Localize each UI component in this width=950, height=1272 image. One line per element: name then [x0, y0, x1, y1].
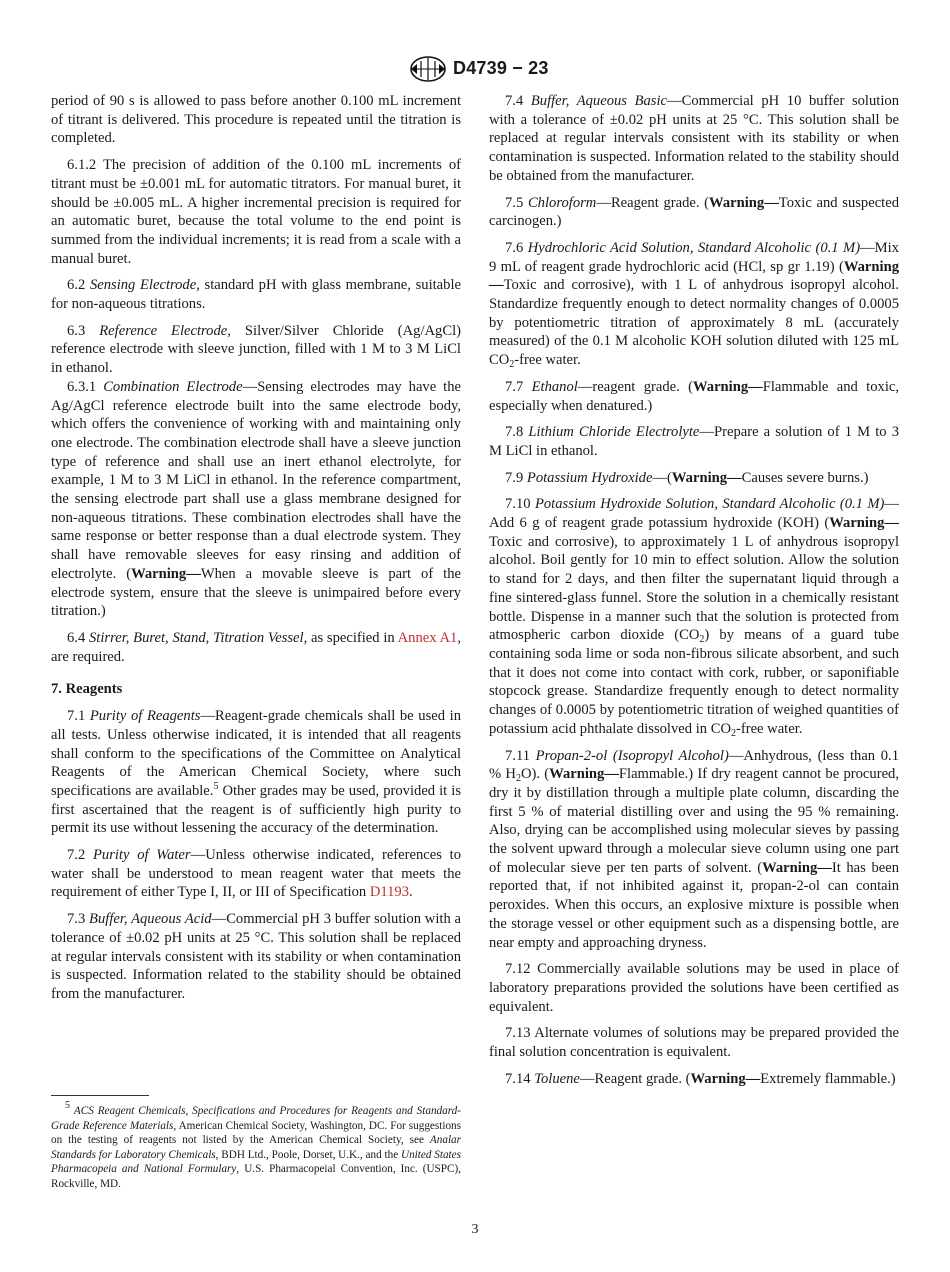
section-6-3-1 [51, 378, 461, 621]
footnote-plain-2: , BDH Ltd., Poole, Dorset, U.K., and the [215, 1148, 401, 1161]
section-title: Purity of Reagents [89, 708, 201, 725]
warning-text: Toxic and corrosive), with 1 L of anhydrous isopropyl alcohol. Standardize frequently enough to detect normality changes of 0.0005 by potentiometric titration of approximately 8 mL (accurately measured) of the 0.1 M alcoholic KOH solution diluted with 125 mL CO [489, 277, 899, 369]
warning-label: Warning— [690, 1070, 761, 1087]
section-6-2 [51, 276, 461, 313]
section-number: 6.2 [67, 277, 86, 294]
section-7-8 [489, 423, 899, 460]
section-text: —Reagent-grade chemicals shall be used in all tests. Unless otherwise indicated, it is intended that all reagents shall conform to the specifications of the Committee on Analytical Reagents of the American Chemical Society, where such specifications are available. [51, 708, 461, 799]
section-title: Potassium Hydroxide [526, 469, 653, 486]
warning-text: Toxic and corrosive), to approximately 1 L of anhydrous isopropyl alcohol. Boil gently for 10 min to effect solution. Allow the solution to stand for 2 days, and then filter the supernatant liquid through a fine sintered-glass funnel. Store the solution in a chemically resistant bottle. Dispense in a manner such that the solution is protected from atmospheric carbon dioxide (CO [489, 533, 899, 644]
section-text-b: O). ( [520, 766, 550, 783]
section-text: —Unless otherwise indicated, references to water shall be understood to mean reagent water that meets the requirement of either Type I, II, or III of Specification [51, 847, 461, 901]
footnote-plain-3: , U.S. Pharmacopeial Convention, Inc. (USPC), Rockville, MD. [51, 1163, 461, 1190]
section-text: —reagent grade. ( [577, 378, 693, 395]
section-number: 7.11 [505, 747, 530, 764]
section-7-1 [51, 707, 461, 838]
section-number: 7.7 [505, 378, 524, 395]
section-title: Lithium Chloride Electrolyte [528, 424, 700, 441]
paragraph-6-1-2: 6.1.2 The precision of addition of the 0.100 mL increments of titrant must be ±0.001 mL for automatic titrators. For manual buret, it should be ±0.005 mL. A higher incremental precision is required for an automatic buret, because the total volume to the end point is summed from the individual increments; it is read from a scale with a manual buret. [51, 157, 461, 267]
subscript: 2 [515, 773, 521, 785]
section-title: Hydrochloric Acid Solution, Standard Alcoholic (0.1 M) [527, 239, 861, 256]
footnote-5 [51, 1100, 461, 1192]
subscript: 2 [699, 634, 705, 646]
page-number: 3 [471, 1222, 479, 1237]
section-7-7 [489, 378, 899, 415]
right-column [489, 92, 899, 1096]
section-7-2 [51, 846, 461, 902]
section-title: Ethanol [531, 378, 578, 395]
warning-text: Extremely flammable.) [760, 1070, 896, 1087]
footnote-italic-2: Analar Standards for Laboratory Chemicals [51, 1134, 461, 1161]
footnote-text [51, 1100, 461, 1192]
d1193-link[interactable]: D1193 [369, 884, 410, 901]
left-column [51, 92, 461, 1012]
section-text: as specified in [307, 629, 398, 646]
section-title: Combination Electrode [103, 378, 243, 395]
section-text: —Reagent grade. ( [579, 1070, 691, 1087]
section-number: 7.9 [505, 469, 524, 486]
subscript: 2 [509, 359, 515, 371]
section-text: —Add 6 g of reagent grade potassium hydroxide (KOH) ( [489, 496, 899, 532]
section-7-10 [489, 495, 899, 738]
warning-label: Warning— [709, 194, 779, 211]
warning-label: Warning— [829, 515, 899, 532]
footnote-ref[interactable]: 5 [213, 780, 219, 792]
section-number: 7.14 [505, 1070, 531, 1087]
warning-label: Warning— [549, 766, 619, 783]
warning-label: Warning— [692, 378, 763, 395]
section-title: Reference Electrode, [99, 322, 231, 339]
warning-label: Warning— [671, 469, 742, 486]
annex-a1-link[interactable]: Annex A1 [397, 629, 458, 646]
section-number: 7.5 [505, 194, 524, 211]
section-7-4 [489, 92, 899, 186]
section-text: Silver/Silver Chloride (Ag/AgCl) reference electrode with sleeve junction, filled with 1 M to 3 M LiCl in ethanol. [51, 322, 462, 377]
section-number: 7.2 [67, 847, 86, 864]
section-text: —Sensing electrodes may have the Ag/AgCl reference electrode built into the same electrode body, which offers the convenience of working with and maintaining only one electrode. The combination electrode shall have a sleeve junction type of reference and shall use an inert ethanol electrolyte, for example, 1 M to 3 M LiCl in ethanol. In the reference compartment, the sensing electrode part shall use a glass membrane designed for non-aqueous titrations. These combination electrodes shall have the same response or better response than a dual electrode system. They shall have removable sleeves for easy rinsing and addition of electrolyte. ( [51, 378, 462, 582]
section-title: Propan-2-ol (Isopropyl Alcohol) [535, 747, 729, 764]
section-6-3 [51, 322, 461, 378]
warning-label: Warning— [762, 859, 832, 876]
warning-text: Causes severe burns.) [741, 469, 869, 486]
footnote-divider [51, 1095, 149, 1096]
subscript: 2 [730, 727, 736, 739]
section-7-12: 7.12 Commercially available solutions may be used in place of laboratory preparations provided the solutions have been certified as equivalent. [489, 961, 899, 1015]
astm-logo-icon [408, 56, 448, 82]
warning-label: Warning— [489, 258, 899, 294]
section-text-end: -free water. [735, 720, 803, 737]
section-text: —Commercial pH 3 buffer solution with a tolerance of ±0.02 pH units at 25 °C. This solution shall be replaced at regular intervals consistent with its stability or when contamination is suspected. Information related to the stability should be obtained from the manufacturer. [51, 911, 462, 1002]
section-number: 7.4 [505, 93, 524, 109]
section-number: 6.3.1 [67, 378, 97, 395]
section-text-end: . [409, 884, 413, 901]
paragraph-6-1-1-continued: period of 90 s is allowed to pass before another 0.100 mL increment of titrant is delivered. This procedure is repeated until the titration is completed. [51, 93, 461, 147]
section-text: standard pH with glass membrane, suitable for non-aqueous titrations. [51, 277, 461, 313]
section-heading-reagents: 7. Reagents [51, 681, 123, 698]
section-text: —Anhydrous, (less than 0.1 % H [489, 747, 899, 783]
footnote-italic-1: ACS Reagent Chemicals, Specifications and Procedures for Reagents and Standard-Grade Reference Materials [51, 1105, 461, 1132]
section-number: 6.3 [67, 322, 86, 339]
page-header [0, 56, 950, 82]
section-number: 7.8 [505, 424, 524, 441]
section-7-6 [489, 239, 899, 370]
footnote-plain-1: , American Chemical Society, Washington, DC. For suggestions on the testing of reagents not listed by the American Chemical Society, see [51, 1119, 461, 1147]
section-title: Sensing Electrode, [89, 277, 200, 294]
section-title: Buffer, Aqueous Acid [89, 911, 212, 928]
section-title: Toluene [534, 1070, 580, 1087]
section-title: Purity of Water [92, 847, 191, 864]
section-number: 7.1 [67, 708, 86, 725]
section-title: Stirrer, Buret, Stand, Titration Vessel, [89, 629, 308, 646]
section-7-3 [51, 910, 461, 1004]
section-number: 7.10 [505, 496, 531, 513]
section-7-11 [489, 747, 899, 953]
section-6-4 [51, 629, 461, 666]
section-number: 7.3 [67, 911, 86, 928]
section-text-mid: ) by means of a guard tube containing soda lime or soda non-fibrous silicate absorbent, and such that it does not come into contact with cork, rubber, or saponifiable stopcock grease. Standardize frequently enough to detect normality changes of 0.0005 by potentiometric titration of weighed quantities of potassium acid phthalate dissolved in CO [489, 627, 899, 737]
warning-text: Toxic and suspected carcinogen.) [489, 194, 900, 230]
section-7-9 [489, 469, 899, 488]
section-7-5 [489, 194, 899, 231]
section-text-c: Flammable.) If dry reagent cannot be procured, dry it by distillation through a multiple plate column, discarding the first 5 % of material distilling over and using the 95 % remaining. Also, drying can be accomplished using molecular sieves by passing the solvent upward through a molecular sieve column using one part of molecular sieve per ten parts of solvent. ( [489, 766, 899, 876]
section-number: 6.4 [67, 629, 86, 646]
warning-label: Warning— [131, 565, 201, 582]
section-title: Potassium Hydroxide Solution, Standard Alcoholic (0.1 M) [534, 496, 885, 513]
section-text: —Prepare a solution of 1 M to 3 M LiCl in ethanol. [489, 424, 899, 459]
warning-text: Flammable and toxic, especially when denatured.) [489, 378, 899, 414]
section-text: —Mix 9 mL of reagent grade hydrochloric acid (HCl, sp gr 1.19) ( [489, 239, 899, 275]
section-text-d: It has been reported that, if not inhibited against it, propan-2-ol can contain peroxides. When this occurs, an explosive mixture is possible when the storage vessel or other equipment such as a dispensing bottle, are near empty and approaching dryness. [489, 859, 899, 951]
section-text: —Commercial pH 10 buffer solution with a tolerance of ±0.02 pH units at 25 °C. This solution shall be replaced at regular intervals consistent with its stability or when contamination is suspected. Information related to the stability should be obtained from the manufacturer. [489, 93, 899, 184]
section-title: Chloroform [527, 194, 597, 211]
section-number: 7.6 [505, 239, 524, 256]
section-text: —( [652, 469, 672, 486]
section-text-end: , are required. [51, 629, 461, 665]
footnote-marker: 5 [65, 1100, 70, 1111]
section-text-end: Other grades may be used, provided it is first ascertained that the reagent is of sufficiently high purity to permit its use without lessening the accuracy of the determination. [51, 782, 461, 837]
section-title: Buffer, Aqueous Basic [530, 93, 667, 109]
section-text-end: -free water. [514, 352, 581, 369]
document-number: D4739 − 23 [453, 58, 549, 78]
section-7-14 [489, 1070, 899, 1089]
warning-text: When a movable sleeve is part of the electrode system, ensure that the sleeve is unimpaired before every titration.) [51, 565, 461, 620]
footnote-italic-3: United States Pharmacopeia and National Formulary [51, 1148, 461, 1176]
section-text: —Reagent grade. ( [596, 194, 710, 211]
section-7-13: 7.13 Alternate volumes of solutions may be prepared provided the final solution concentration is equivalent. [489, 1025, 899, 1061]
